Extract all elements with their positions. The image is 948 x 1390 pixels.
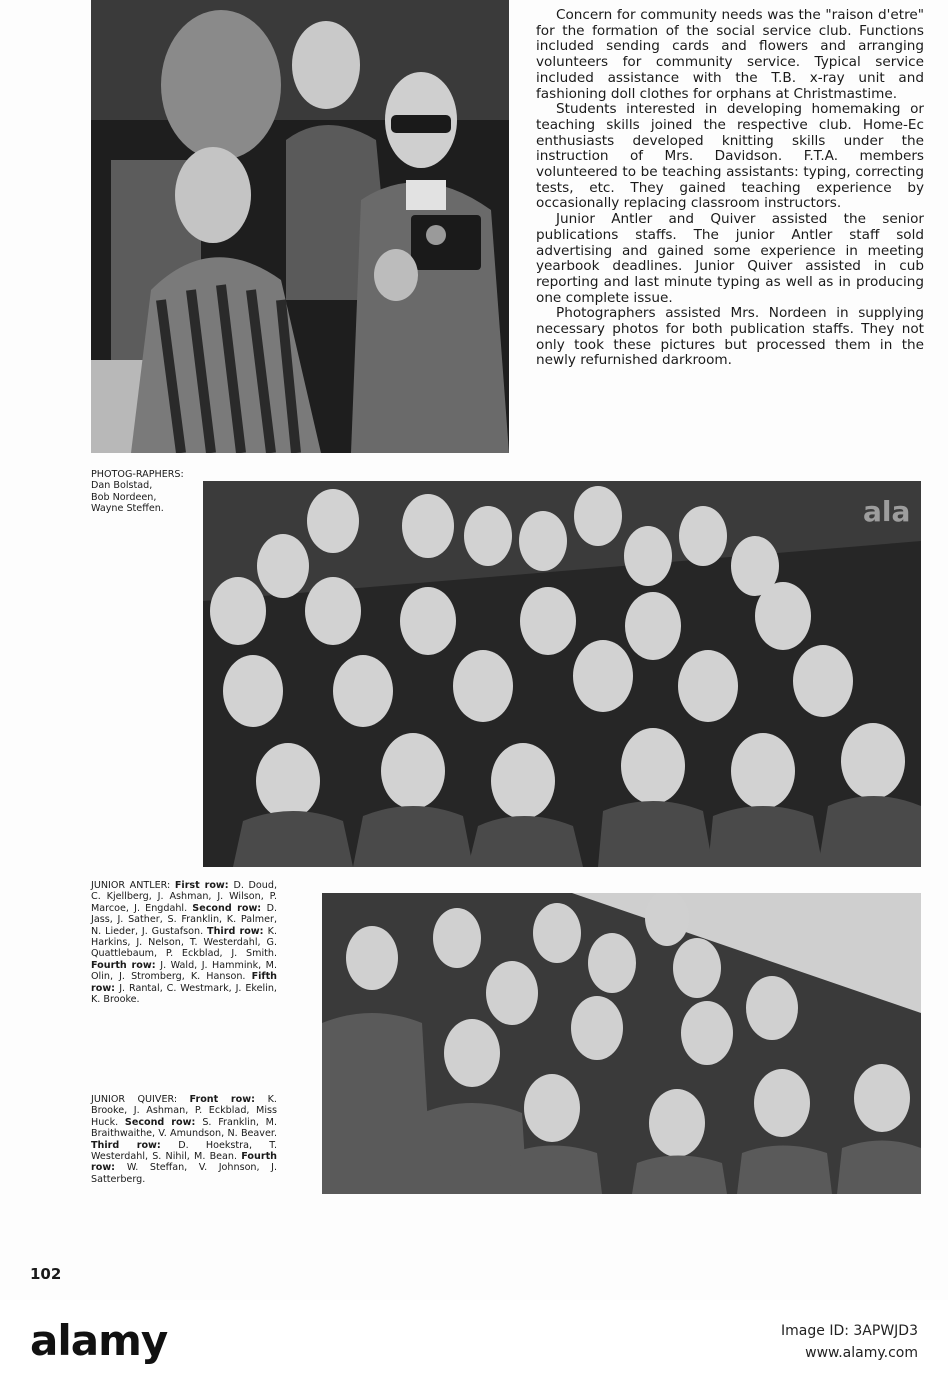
image-id: Image ID: 3APWJD3	[781, 1323, 918, 1339]
junior-quiver-photo-image	[322, 893, 921, 1194]
antler-row-names: D. Jass, J. Sather, S. Franklin, K. Palmer, N. Lieder, J. Gustafson.	[91, 902, 278, 937]
quiver-row-label: Fourth row:	[91, 1151, 277, 1174]
quiver-row-label: Second row:	[124, 1116, 203, 1128]
antler-row-label: Fourth row:	[91, 959, 161, 971]
antler-row-names: J. Wald, J. Hammink, M. Olin, J. Stromberg, K. Hanson.	[91, 959, 277, 983]
article-paragraph: Students interested in developing homemaking or teaching skills joined the respective club. Home-Ec enthusiasts developed knitting skills under the instruction of Mrs. Davidson. F.T.A. members volunteered to be teaching assistants: typing, correcting tests, etc. They gained teaching experience by occasionally replacing classroom instructors.	[536, 101, 924, 212]
article-paragraph: Photographers assisted Mrs. Nordeen in supplying necessary photos for both publication staffs. They not only took these pictures but processed them in the newly refurnished darkroom.	[536, 305, 924, 369]
page-number: 102	[30, 1265, 62, 1283]
article-text	[536, 8, 924, 369]
alamy-logo: alamy	[30, 1316, 168, 1365]
antler-row-label: Third row:	[207, 925, 268, 937]
quiver-row-label: Front row:	[189, 1094, 268, 1105]
quiver-row-names: K. Brooke, J. Ashman, P. Eckblad, Miss Huck.	[91, 1094, 277, 1128]
photographers-caption-label: PHOTOG-RAPHERS:	[91, 469, 184, 480]
antler-row-names: K. Harkins, J. Nelson, T. Westerdahl, G. Quattlebaum, P. Eckblad, J. Smith.	[91, 925, 278, 960]
junior-antler-photo	[203, 481, 921, 867]
photographer-name: Dan Bolstad,	[91, 480, 153, 492]
article-paragraph: Concern for community needs was the "raison d'etre" for the formation of the social service club. Functions included sending cards and flowers and arranging volunteers for community service. Typical service included assistance with the T.B. x-ray unit and fashioning doll clothes for orphans at Christmastime.	[536, 7, 924, 102]
stock-site: www.alamy.com	[805, 1345, 918, 1361]
stock-info	[781, 1320, 918, 1364]
quiver-row-names: S. Franklin, M. Braithwaithe, V. Amundson, N. Beaver.	[91, 1116, 277, 1140]
quiver-row-names: D. Hoekstra, T. Westerdahl, S. Nihil, M. Bean.	[91, 1139, 278, 1163]
photographer-name: Wayne Steffen.	[91, 503, 164, 515]
antler-caption-title: JUNIOR ANTLER:	[91, 880, 175, 891]
junior-quiver-photo	[322, 893, 921, 1194]
quiver-row-label: Third row:	[91, 1139, 179, 1151]
junior-quiver-caption	[91, 1094, 277, 1185]
article-paragraph: Junior Antler and Quiver assisted the senior publications staffs. The junior Antler staff sold advertising and gained some experience in meeting yearbook deadlines. Junior Quiver assisted in cub reporting and last minute typing as well as in producing one complete issue.	[536, 211, 924, 306]
antler-row-label: First row:	[174, 880, 234, 891]
photographers-photo	[91, 0, 509, 453]
watermark: ala	[863, 495, 911, 528]
antler-row-names: D. Doud, C. Kjellberg, J. Ashman, J. Wilson, P. Marcoe, J. Engdahl.	[91, 880, 277, 914]
junior-antler-photo-image	[203, 481, 921, 867]
quiver-caption-title: JUNIOR QUIVER:	[91, 1094, 190, 1105]
photographer-name: Bob Nordeen,	[91, 491, 157, 503]
antler-row-label: Second row:	[192, 902, 267, 914]
quiver-row-names: W. Steffan, V. Johnson, J. Satterberg.	[91, 1162, 277, 1185]
photographers-photo-image	[91, 0, 509, 453]
antler-row-names: J. Rantal, C. Westmark, J. Ekelin, K. Brooke.	[91, 982, 277, 1006]
junior-antler-caption	[91, 880, 277, 1005]
antler-row-label: Fifth row:	[91, 971, 277, 994]
photographers-caption	[91, 469, 196, 515]
